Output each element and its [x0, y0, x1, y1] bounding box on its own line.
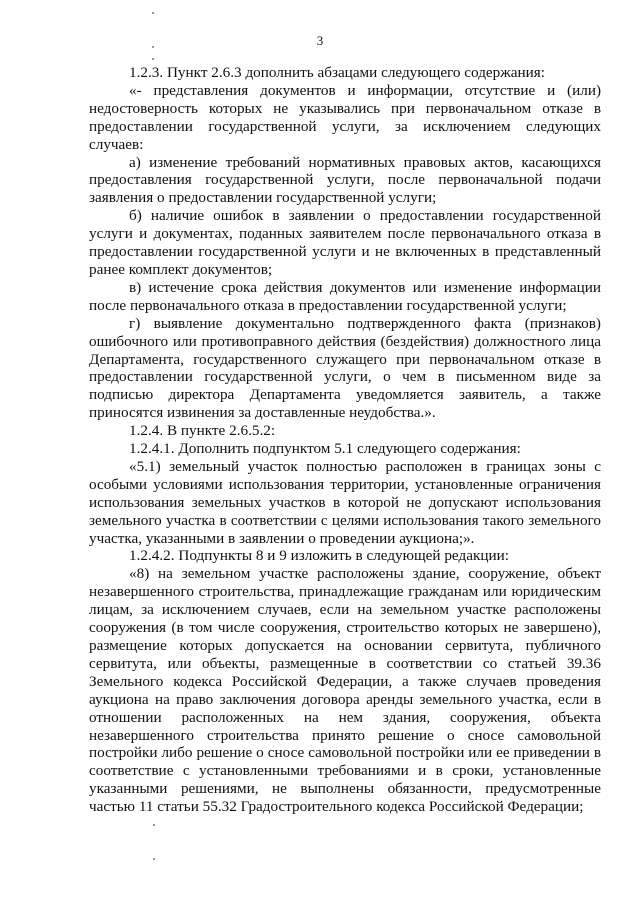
- paragraph-item-v: в) истечение срока действия документов или изменение информации после первоначального отказа в предоставлении государственной услуги;: [89, 278, 601, 314]
- paragraph-item-b: б) наличие ошибок в заявлении о предоставлении государственной услуги и документах, поданных заявителем после первоначального отказа в предоставлении государственной услуги и не включенных в представленный ранее комплект документов;: [89, 207, 601, 278]
- scan-mark: [153, 824, 155, 826]
- document-body: [89, 64, 601, 816]
- scan-mark: [152, 46, 154, 48]
- page-number: 3: [316, 33, 324, 48]
- paragraph-1-2-3: 1.2.3. Пункт 2.6.3 дополнить абзацами следующего содержания:: [129, 64, 545, 81]
- paragraph-item-5-1: «5.1) земельный участок полностью расположен в границах зоны с особыми условиями использования территории, установленные ограничения использования земельных участков в которой не допускают использования земельного участка в соответствии с целями использования такого земельного участка, указанными в заявлении о проведении аукциона;».: [89, 457, 601, 547]
- scan-mark: [153, 858, 155, 860]
- paragraph-quote-intro: «- представления документов и информации, отсутствие и (или) недостоверность которых не указывались при первоначальном отказе в предоставлении государственной услуги, за исключением следующих случаев:: [89, 81, 601, 153]
- scan-mark: [152, 12, 154, 14]
- scan-mark: [152, 58, 154, 60]
- paragraph-item-g: г) выявление документально подтвержденного факта (признаков) ошибочного или противоправного действия (бездействия) должностного лица Департамента, государственного служащего при первоначальном отказе в предоставлении государственной услуги, о чем в письменном виде за подписью директора Департамента уведомляется заявитель, а также приносятся извинения за доставленные неудобства.».: [89, 314, 601, 422]
- paragraph-1-2-4-2: 1.2.4.2. Подпункты 8 и 9 изложить в следующей редакции:: [129, 547, 509, 565]
- paragraph-1-2-4: 1.2.4. В пункте 2.6.5.2:: [129, 422, 276, 440]
- paragraph-item-8: «8) на земельном участке расположены здание, сооружение, объект незавершенного строительства, принадлежащие гражданам или юридическим лицам, за исключением случаев, если на земельном участке расположены сооружения (в том числе сооружения, строительство которых не завершено), размещение которых допускается на основании сервитута, публичного сервитута, или объекты, размещенные в соответствии со статьей 39.36 Земельного кодекса Российской Федерации, а также случаев проведения аукциона на право заключения договора аренды земельного участка, если в отношении расположенных на нем здания, сооружения, объекта незавершенного строительства принято решение о сносе самовольной постройки либо решение о сносе самовольной постройки или ее приведении в соответствие с установленными требованиями и в сроки, установленные указанными решениями, не выполнены обязанности, предусмотренные частью 11 статьи 55.32 Градостроительного кодекса Российской Федерации;: [89, 565, 601, 816]
- paragraph-item-a: а) изменение требований нормативных правовых актов, касающихся предоставления государственной услуги, после первоначальной подачи заявления о предоставлении государственной услуги;: [89, 153, 601, 207]
- paragraph-1-2-4-1: 1.2.4.1. Дополнить подпунктом 5.1 следующего содержания:: [129, 440, 521, 458]
